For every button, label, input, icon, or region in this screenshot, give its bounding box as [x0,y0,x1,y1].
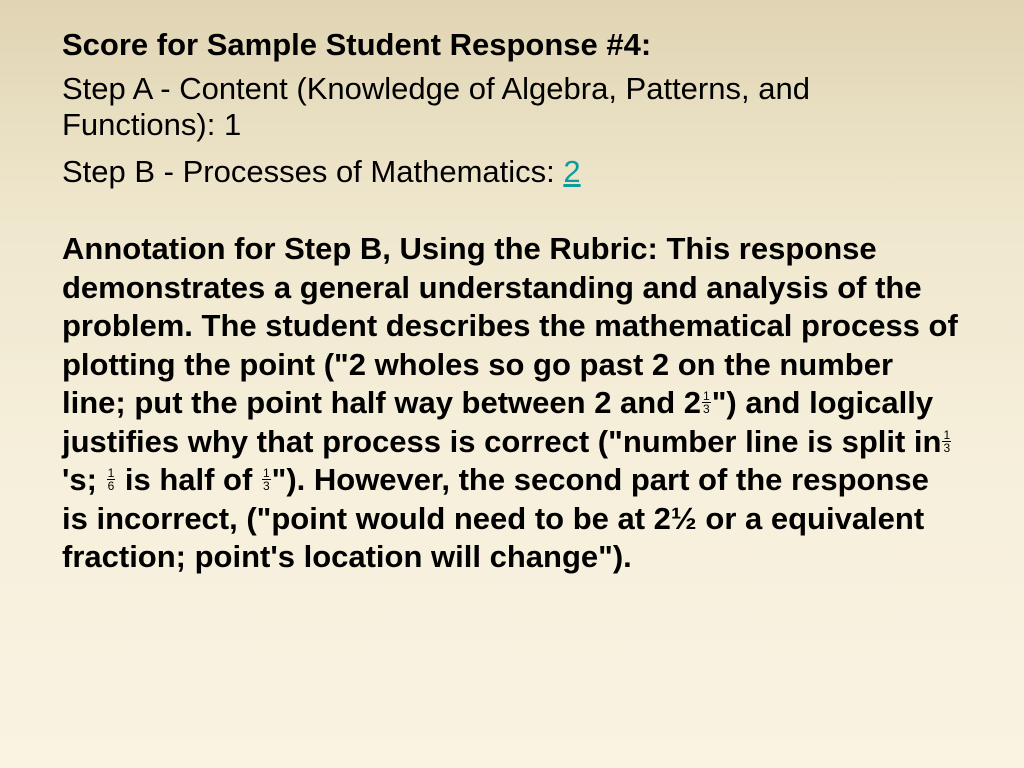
annotation-paragraph [62,230,962,577]
step-a-score: Step A - Content (Knowledge of Algebra, Patterns, and Functions): 1 [62,71,810,142]
annotation-text-3: 's; [62,462,106,497]
fraction-one-third [702,390,711,415]
fraction-denominator: 6 [107,479,115,494]
annotation-text-4: is half of [116,462,261,497]
annotation-text-5: "). However, the second part of the response is incorrect, ("point would need to be at 2½ or a equivalent fraction; point's location will change"). [62,462,929,574]
annotation-text-2: ") and logically justifies why that process is correct ("number line is split in [62,385,942,459]
fraction-denominator: 3 [943,440,951,455]
fraction-numerator: 1 [107,466,115,481]
step-b-score [62,154,962,190]
fraction-denominator: 3 [703,402,710,417]
fraction-numerator: 1 [943,427,951,442]
fraction-numerator: 1 [262,466,270,481]
annotation-text-1: Annotation for Step B, Using the Rubric: This response demonstrates a general understanding and analysis of the problem. The student describes the mathematical process of plotting the point ("2 wholes so go past 2 on the number line; put the point half way between 2 and 2 [62,231,958,420]
step-b-score-link[interactable]: 2 [563,154,581,189]
fraction-one-third [942,429,951,454]
score-title: Score for Sample Student Response #4: [62,27,652,62]
fraction-one-third [262,467,271,492]
slide-content [62,26,962,577]
fraction-denominator: 3 [262,479,270,494]
fraction-one-sixth [107,467,116,492]
fraction-numerator: 1 [703,389,710,404]
step-b-label: Step B - Processes of Mathematics: [62,154,564,189]
